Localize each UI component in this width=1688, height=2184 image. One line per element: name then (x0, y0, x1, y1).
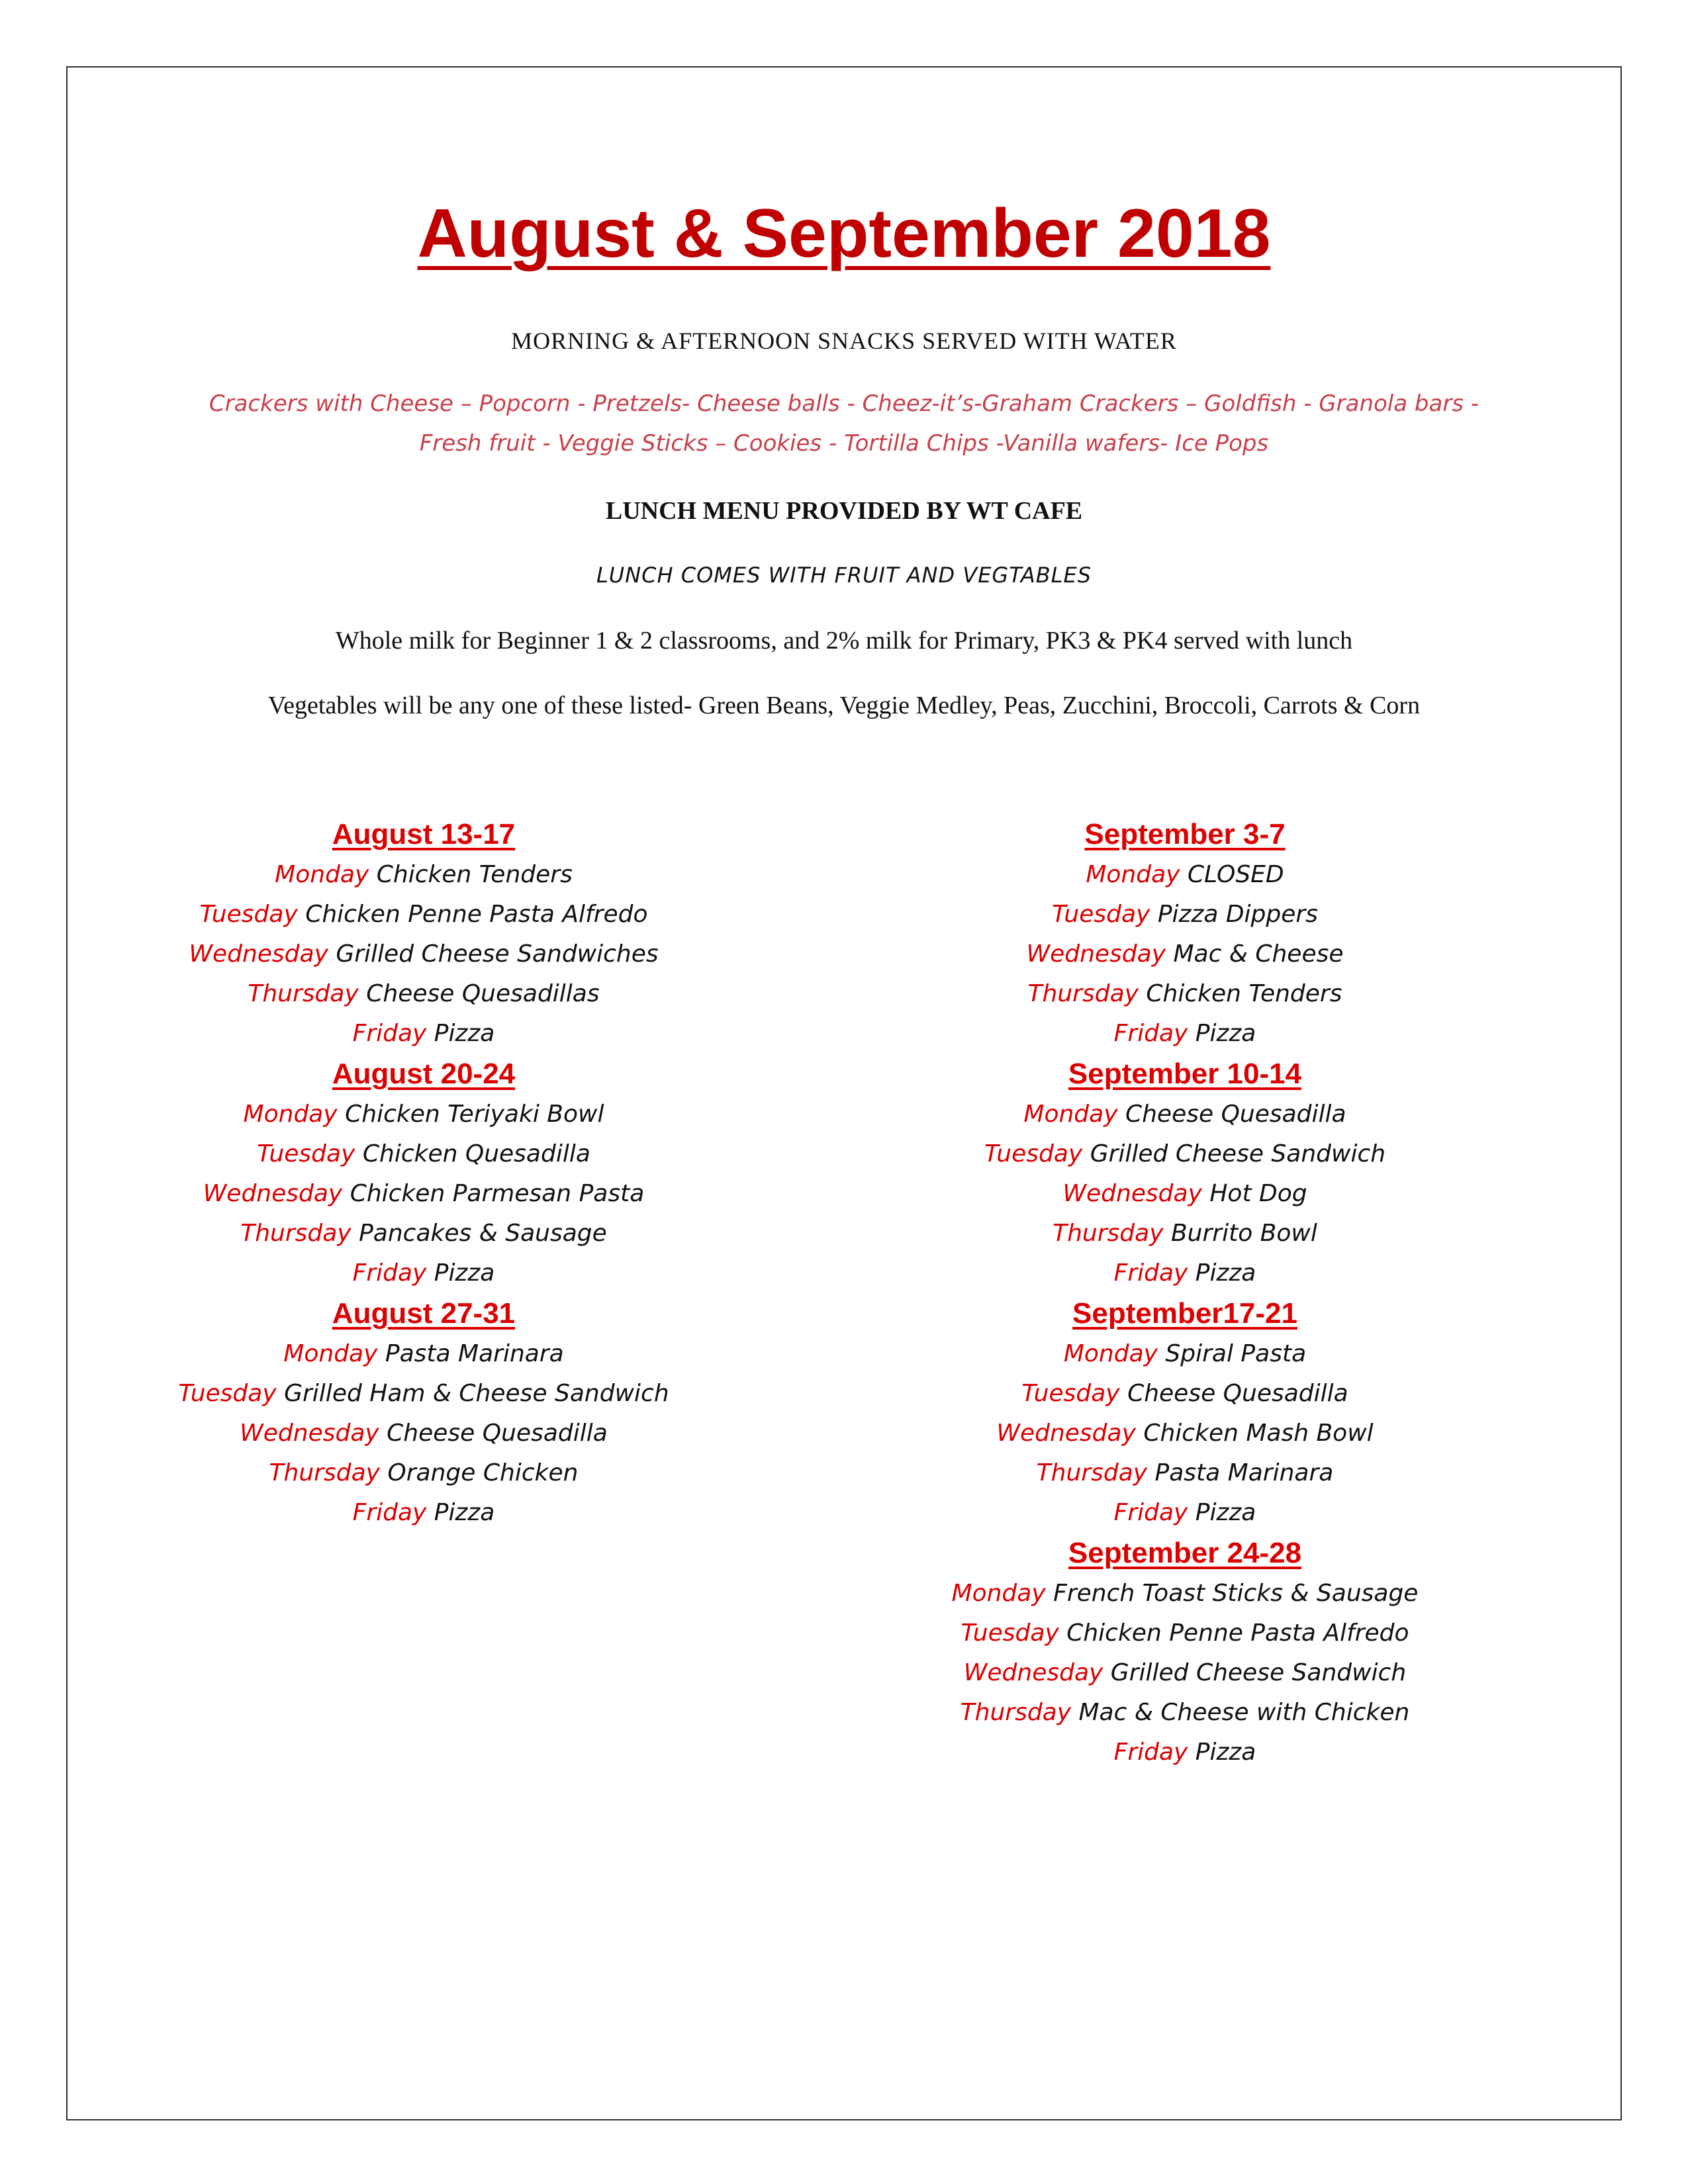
meal-dish: Cheese Quesadillas (366, 980, 600, 1007)
meal-row (60, 1334, 788, 1374)
meal-day: Friday (352, 1020, 427, 1047)
meal-dish: Pizza Dippers (1157, 901, 1318, 928)
meal-row (821, 1414, 1549, 1453)
meal-day: Monday (951, 1580, 1046, 1607)
meal-dish: Orange Chicken (387, 1459, 579, 1486)
meal-day: Friday (352, 1499, 427, 1526)
meal-day: Monday (1086, 861, 1180, 888)
meal-dish: Burrito Bowl (1170, 1220, 1317, 1247)
meal-dish: Pizza (434, 1499, 495, 1526)
meal-day: Tuesday (1052, 901, 1150, 928)
meal-row (821, 1653, 1549, 1693)
meal-row (60, 1095, 788, 1134)
vegetable-note: Vegetables will be any one of these listed- Green Beans, Veggie Medley, Peas, Zucchini, Broccoli, Carrots & Corn (267, 692, 1421, 719)
meal-dish: Pasta Marinara (385, 1340, 564, 1367)
meal-day: Tuesday (1021, 1380, 1120, 1407)
meal-row (821, 1253, 1549, 1293)
week-heading: August 27-31 (332, 1297, 516, 1330)
meal-day: Friday (1113, 1259, 1188, 1287)
meal-day: Thursday (1053, 1220, 1164, 1247)
meal-dish: Chicken Parmesan Pasta (350, 1180, 645, 1207)
week-heading: August 13-17 (332, 818, 516, 850)
meal-row (821, 855, 1549, 895)
meal-row (821, 1334, 1549, 1374)
meal-row (821, 1134, 1549, 1174)
meal-day: Tuesday (257, 1140, 355, 1167)
meal-row (821, 1614, 1549, 1653)
meal-dish: Chicken Quesadilla (362, 1140, 590, 1167)
meal-dish: Pancakes & Sausage (359, 1220, 607, 1247)
meal-dish: Hot Dog (1209, 1180, 1307, 1207)
meal-day: Tuesday (199, 901, 298, 928)
meal-dish: Grilled Cheese Sandwiches (336, 940, 659, 968)
meal-day: Friday (1113, 1739, 1188, 1766)
week-heading: August 20-24 (332, 1058, 516, 1090)
milk-note: Whole milk for Beginner 1 & 2 classrooms, and 2% milk for Primary, PK3 & PK4 served with lunch (335, 627, 1353, 655)
meal-day: Friday (1113, 1499, 1188, 1526)
meal-day: Wednesday (240, 1420, 379, 1447)
week-heading: September 3-7 (1084, 818, 1286, 850)
meal-day: Monday (1063, 1340, 1158, 1367)
meal-row (821, 1693, 1549, 1733)
meal-dish: Cheese Quesadilla (387, 1420, 608, 1447)
meal-dish: Chicken Tenders (376, 861, 573, 888)
meal-row (60, 1174, 788, 1214)
meal-row (821, 1374, 1549, 1414)
meal-day: Thursday (1036, 1459, 1148, 1486)
meal-row (60, 1014, 788, 1054)
meal-dish: Grilled Ham & Cheese Sandwich (284, 1380, 669, 1407)
meal-day: Thursday (1027, 980, 1139, 1007)
meal-dish: Mac & Cheese with Chicken (1078, 1699, 1410, 1726)
meal-row (60, 1134, 788, 1174)
meal-dish: Grilled Cheese Sandwich (1110, 1659, 1407, 1686)
meal-row (60, 974, 788, 1014)
meal-dish: CLOSED (1187, 861, 1284, 888)
meal-row (821, 1453, 1549, 1493)
meal-row (821, 1095, 1549, 1134)
meal-day: Thursday (248, 980, 359, 1007)
snack-heading: MORNING & AFTERNOON SNACKS SERVED WITH WATER (511, 328, 1177, 354)
meal-day: Tuesday (961, 1619, 1059, 1647)
meal-day: Wednesday (189, 940, 328, 968)
meal-day: Thursday (960, 1699, 1072, 1726)
meal-dish: Chicken Mash Bowl (1143, 1420, 1374, 1447)
august-menu-column (60, 814, 788, 1533)
meal-row (821, 1174, 1549, 1214)
meal-dish: Grilled Cheese Sandwich (1090, 1140, 1386, 1167)
page-title-text: August & September 2018 (417, 195, 1271, 272)
meal-row (60, 1253, 788, 1293)
meal-row (821, 1014, 1549, 1054)
meal-day: Monday (1023, 1101, 1118, 1128)
meal-day: Wednesday (1062, 1180, 1202, 1207)
meal-dish: Pizza (1195, 1259, 1256, 1287)
meal-row (60, 1374, 788, 1414)
meal-dish: Pizza (1195, 1739, 1256, 1766)
meal-day: Friday (352, 1259, 427, 1287)
meal-row (60, 1493, 788, 1533)
snack-list-line-2: Fresh fruit - Veggie Sticks – Cookies - Tortilla Chips -Vanilla wafers- Ice Pops (419, 430, 1269, 457)
meal-day: Wednesday (996, 1420, 1136, 1447)
meal-day: Monday (243, 1101, 338, 1128)
meal-row (60, 895, 788, 934)
meal-row (60, 855, 788, 895)
meal-day: Tuesday (984, 1140, 1083, 1167)
meal-row (821, 895, 1549, 934)
meal-dish: Pizza (434, 1259, 495, 1287)
meal-dish: Chicken Penne Pasta Alfredo (1066, 1619, 1409, 1647)
meal-day: Thursday (269, 1459, 380, 1486)
snack-list-line-1: Crackers with Cheese – Popcorn - Pretzels- Cheese balls - Cheez-it’s-Graham Crackers – Goldfish - Granola bars - (209, 390, 1479, 417)
meal-dish: Pizza (1195, 1499, 1256, 1526)
meal-row (821, 1733, 1549, 1772)
meal-dish: Cheese Quesadilla (1125, 1101, 1346, 1128)
week-heading: September 10-14 (1068, 1058, 1302, 1090)
meal-dish: Chicken Teriyaki Bowl (345, 1101, 604, 1128)
lunch-note: LUNCH COMES WITH FRUIT AND VEGTABLES (596, 563, 1092, 588)
meal-dish: Chicken Penne Pasta Alfredo (305, 901, 648, 928)
meal-dish: Cheese Quesadilla (1127, 1380, 1348, 1407)
september-menu-column (821, 814, 1549, 1772)
meal-row (60, 1214, 788, 1253)
page-title (0, 196, 1688, 271)
meal-row (821, 1214, 1549, 1253)
lunch-heading: LUNCH MENU PROVIDED BY WT CAFE (605, 497, 1083, 525)
meal-dish: Mac & Cheese (1173, 940, 1344, 968)
meal-day: Wednesday (1026, 940, 1166, 968)
meal-day: Monday (283, 1340, 378, 1367)
meal-row (821, 1574, 1549, 1614)
meal-day: Thursday (240, 1220, 352, 1247)
meal-row (821, 934, 1549, 974)
week-heading: September17-21 (1072, 1297, 1297, 1330)
meal-day: Monday (275, 861, 369, 888)
meal-day: Wednesday (963, 1659, 1103, 1686)
meal-row (821, 974, 1549, 1014)
meal-day: Tuesday (178, 1380, 277, 1407)
week-heading: September 24-28 (1068, 1537, 1302, 1569)
meal-row (60, 1453, 788, 1493)
meal-dish: Pasta Marinara (1154, 1459, 1334, 1486)
meal-day: Wednesday (203, 1180, 343, 1207)
meal-dish: French Toast Sticks & Sausage (1053, 1580, 1419, 1607)
meal-dish: Spiral Pasta (1165, 1340, 1307, 1367)
meal-row (60, 934, 788, 974)
meal-dish: Pizza (434, 1020, 495, 1047)
meal-row (821, 1493, 1549, 1533)
meal-day: Friday (1113, 1020, 1188, 1047)
meal-row (60, 1414, 788, 1453)
meal-dish: Chicken Tenders (1146, 980, 1342, 1007)
meal-dish: Pizza (1195, 1020, 1256, 1047)
